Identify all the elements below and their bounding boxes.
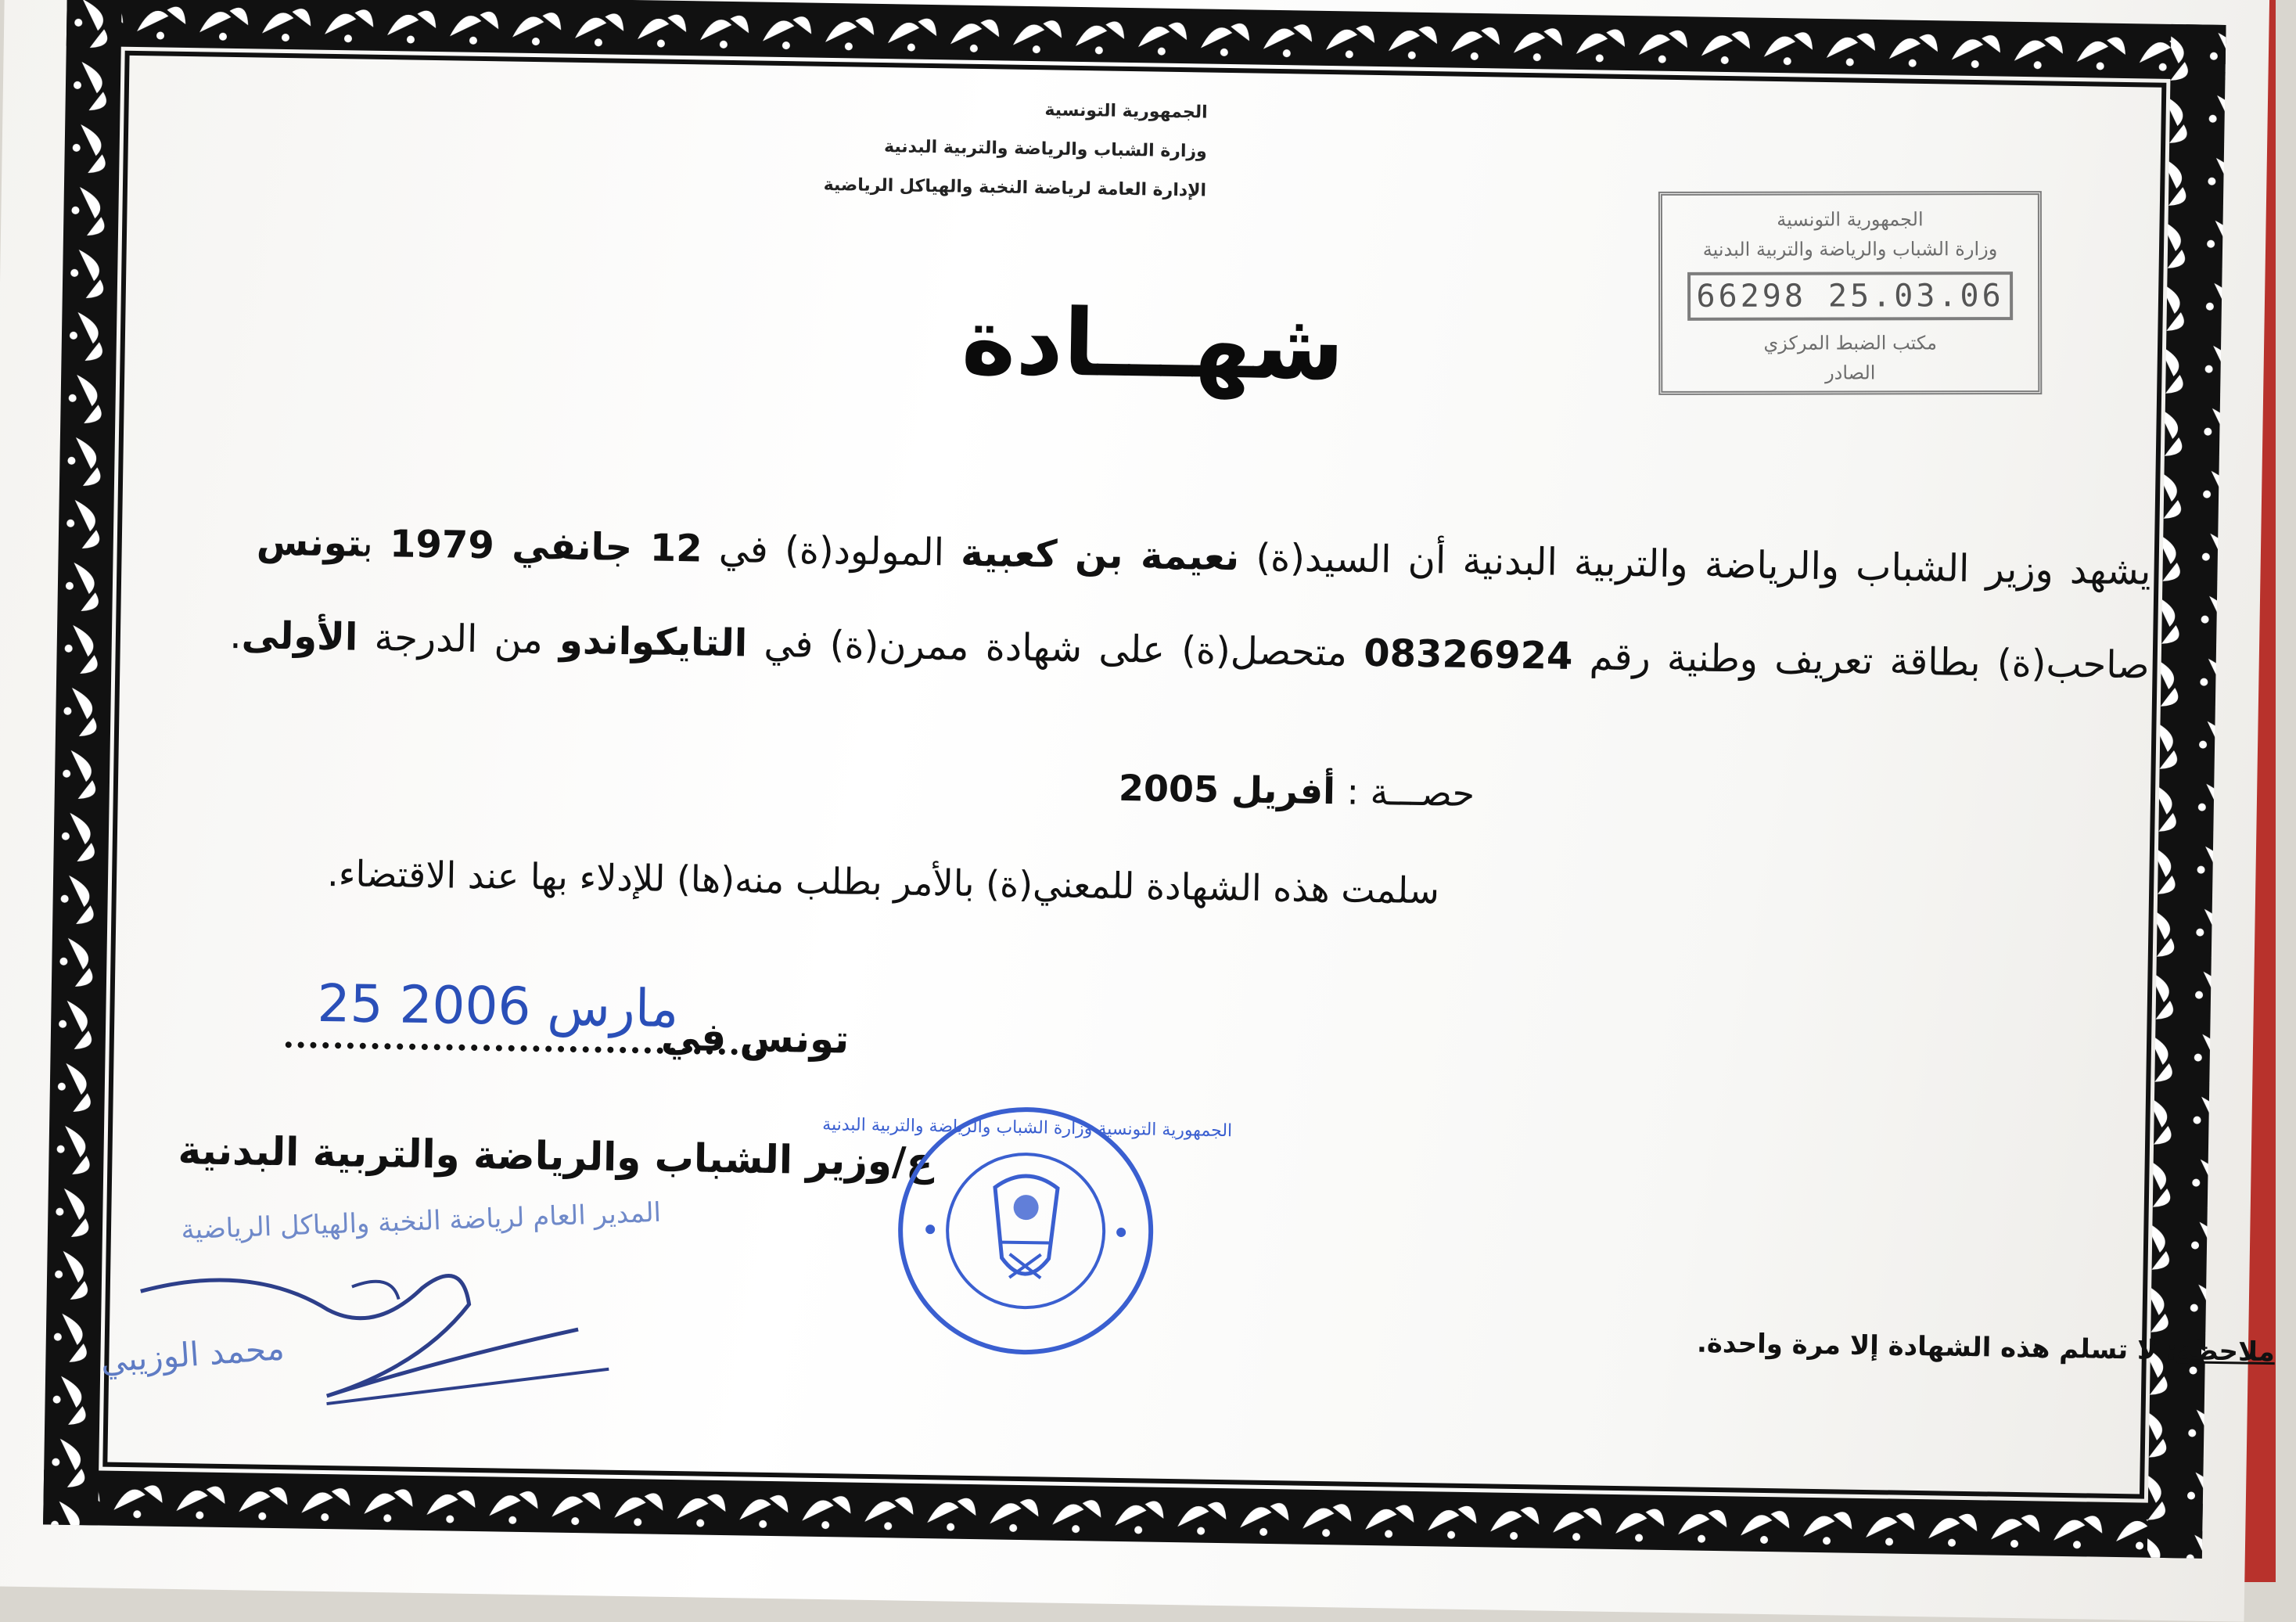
body-text-2: المولود(ة) في bbox=[718, 527, 945, 575]
note-text: : لا تسلم هذه الشهادة إلا مرة واحدة. bbox=[1696, 1327, 2178, 1367]
stamp-line-1: الجمهورية التونسية bbox=[1777, 208, 1924, 231]
session-label: حصـــة : bbox=[1346, 770, 1475, 815]
signer-title: ع/وزير الشباب والرياضة والتربية البدنية bbox=[178, 1127, 933, 1185]
handwritten-date: 25 مارس 2006 bbox=[316, 973, 679, 1040]
certificate-title: شهـــادة bbox=[960, 286, 1346, 401]
stamp-line-2: وزارة الشباب والرياضة والتربية البدنية bbox=[1702, 238, 1998, 261]
degree-level: الأولى bbox=[241, 613, 358, 660]
birth-city: تونس bbox=[256, 520, 363, 566]
body-text-3: صاحب(ة) بطاقة تعريف وطنية رقم bbox=[1589, 635, 2150, 688]
birth-date: 12 جانفي 1979 bbox=[389, 522, 703, 571]
signature-scribble bbox=[92, 1165, 690, 1440]
header-republic: الجمهورية التونسية bbox=[1044, 100, 1208, 123]
body-text-4: متحصل(ة) على شهادة ممرن(ة) في bbox=[764, 621, 1348, 675]
place-label: تونس في bbox=[660, 1013, 850, 1063]
body-text-1: يشهد وزير الشباب والرياضة والتربية البدنية أن السيد(ة) bbox=[1256, 535, 2151, 594]
delivery-statement: سلمت هذه الشهادة للمعني(ة) بالأمر بطلب منه(ها) للإدلاء بها عند الاقتضاء. bbox=[326, 852, 1440, 912]
sport-name: التايكواندو bbox=[559, 618, 748, 666]
seal-text: الجمهورية التونسية وزارة الشباب والرياضة والتربية البدنية bbox=[822, 1114, 1233, 1142]
official-seal bbox=[822, 1099, 1233, 1361]
header-directorate: الإدارة العامة لرياضة النخبة والهياكل الرياضية bbox=[823, 174, 1207, 201]
stamp-number: 66298 25.03.06 bbox=[1687, 272, 2013, 321]
body-period: . bbox=[229, 613, 243, 658]
session-line bbox=[1119, 767, 1475, 815]
header-ministry: وزارة الشباب والرياضة والتربية البدنية bbox=[883, 137, 1208, 162]
session-value: أفريل 2005 bbox=[1118, 766, 1336, 813]
signature-stamp-line-1: المدير العام لرياضة النخبة والهياكل الرياضية bbox=[180, 1196, 662, 1246]
stamp-line-4: الصادر bbox=[1825, 361, 1876, 384]
certificate-body bbox=[154, 494, 2151, 713]
signature-name: محمد الوزيبي bbox=[99, 1329, 286, 1380]
stamp-line-3: مكتب الضبط المركزي bbox=[1763, 332, 1937, 354]
body-text-5: من الدرجة bbox=[374, 615, 544, 663]
registry-stamp bbox=[1658, 191, 2042, 395]
note-label: ملاحظة bbox=[2176, 1335, 2276, 1368]
id-number: 08326924 bbox=[1363, 631, 1573, 678]
birth-preposition: ب bbox=[362, 521, 374, 566]
holder-name: نعيمة بن كعبية bbox=[960, 530, 1240, 580]
